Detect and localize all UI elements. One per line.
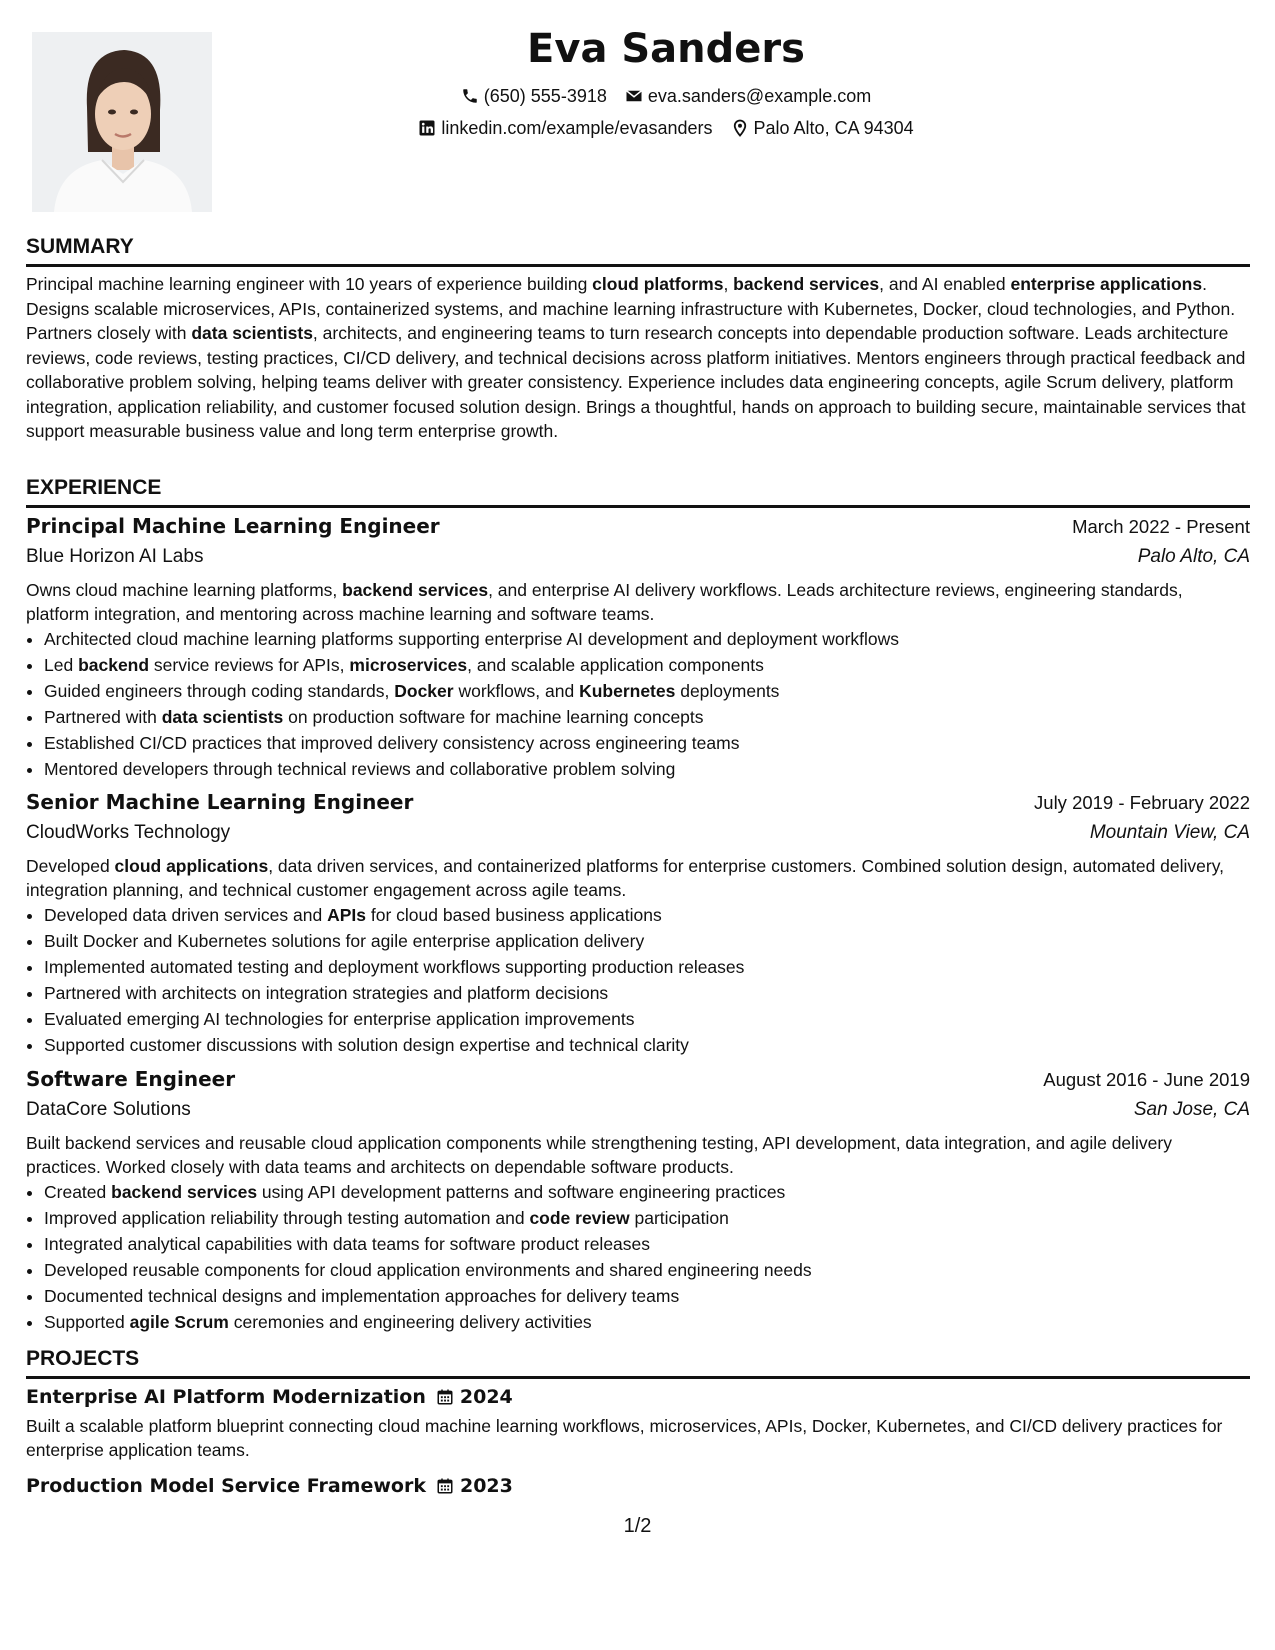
company-name: CloudWorks Technology bbox=[26, 822, 231, 843]
text-run: , and enterprise AI delivery workflows. Leads architecture reviews, engineering standards, platform integration, and mentoring across machine learning and software teams. bbox=[26, 580, 1183, 624]
text-run: deployments bbox=[675, 681, 780, 701]
bold-keyword: APIs bbox=[327, 905, 366, 925]
bullet-item bbox=[44, 1283, 1250, 1309]
contact-phone bbox=[461, 80, 607, 112]
calendar-icon bbox=[436, 1388, 454, 1406]
job-entry-2 bbox=[26, 787, 1250, 1058]
bold-keyword: data scientists bbox=[161, 707, 284, 727]
linkedin-text: linkedin.com/example/evasanders bbox=[441, 118, 713, 138]
resume-page bbox=[26, 0, 1250, 1650]
summary-text bbox=[26, 272, 1250, 444]
job-bullets bbox=[26, 1179, 1250, 1335]
text-run: Supported bbox=[44, 1312, 130, 1332]
text-run: Partnered with bbox=[44, 707, 162, 727]
contact-line-2 bbox=[226, 112, 1106, 144]
contact-location bbox=[731, 112, 914, 144]
text-run: ceremonies and engineering delivery activities bbox=[228, 1312, 592, 1332]
job-dates: July 2019 - February 2022 bbox=[1034, 792, 1250, 813]
text-run: Guided engineers through coding standards, bbox=[44, 681, 395, 701]
candidate-name: Eva Sanders bbox=[527, 26, 805, 72]
bullet-item bbox=[44, 980, 1250, 1006]
project-entry-2 bbox=[26, 1471, 1250, 1501]
text-run: for cloud based business applications bbox=[366, 905, 662, 925]
job-title: Principal Machine Learning Engineer bbox=[26, 514, 440, 538]
profile-photo bbox=[32, 32, 212, 212]
text-run: Led bbox=[44, 655, 79, 675]
company-name: Blue Horizon AI Labs bbox=[26, 546, 204, 567]
map-pin-icon bbox=[731, 119, 749, 137]
text-run: Evaluated emerging AI technologies for enterprise application improvements bbox=[44, 1009, 635, 1029]
job-dates: March 2022 - Present bbox=[1072, 516, 1250, 537]
text-run: on production software for machine learning concepts bbox=[283, 707, 704, 727]
linkedin-icon bbox=[418, 119, 436, 137]
experience-heading: EXPERIENCE bbox=[26, 476, 162, 499]
bullet-item bbox=[44, 928, 1250, 954]
job-description bbox=[26, 854, 1250, 902]
text-run: , and scalable application components bbox=[467, 655, 764, 675]
bold-keyword: backend services bbox=[342, 580, 489, 600]
bullet-item bbox=[44, 954, 1250, 980]
phone-text: (650) 555-3918 bbox=[483, 86, 607, 106]
text-run: Principal machine learning engineer with 10 years of experience building bbox=[26, 274, 593, 294]
text-run: Established CI/CD practices that improved delivery consistency across engineering teams bbox=[44, 733, 740, 753]
text-run: , and AI enabled bbox=[879, 274, 1011, 294]
projects-divider bbox=[26, 1376, 1250, 1379]
location-text: Palo Alto, CA 94304 bbox=[753, 118, 914, 138]
text-run: Owns cloud machine learning platforms, bbox=[26, 580, 343, 600]
header bbox=[226, 18, 1106, 144]
bullet-item bbox=[44, 1257, 1250, 1283]
bullet-item bbox=[44, 704, 1250, 730]
text-run: Built Docker and Kubernetes solutions for agile enterprise application delivery bbox=[44, 931, 645, 951]
project-description: Built a scalable platform blueprint connecting cloud machine learning workflows, microservices, APIs, Docker, Kubernetes, and CI/CD delivery practices for enterprise application teams. bbox=[26, 1416, 1223, 1460]
text-run: Mentored developers through technical reviews and collaborative problem solving bbox=[44, 759, 676, 779]
bullet-item bbox=[44, 1006, 1250, 1032]
page-number: 1/2 bbox=[623, 1515, 652, 1537]
bold-keyword: backend bbox=[78, 655, 150, 675]
text-run: Improved application reliability through testing automation and bbox=[44, 1208, 530, 1228]
envelope-icon bbox=[625, 87, 643, 105]
text-run: Architected cloud machine learning platforms supporting enterprise AI development and deployment workflows bbox=[44, 629, 900, 649]
calendar-icon bbox=[436, 1477, 454, 1495]
text-run: Supported customer discussions with solution design expertise and technical clarity bbox=[44, 1035, 689, 1055]
experience-divider bbox=[26, 505, 1250, 508]
bullet-item bbox=[44, 678, 1250, 704]
text-run: Partnered with architects on integration strategies and platform decisions bbox=[44, 983, 609, 1003]
job-description bbox=[26, 1131, 1250, 1179]
bold-keyword: cloud platforms bbox=[592, 274, 724, 294]
job-bullets bbox=[26, 902, 1250, 1058]
text-run: . Designs scalable microservices, APIs, containerized systems, and machine learning infrastructure with Kubernetes, Docker, cloud technologies, and Python. Partners closely with bbox=[26, 274, 1236, 343]
phone-icon bbox=[461, 87, 479, 105]
job-entry-1 bbox=[26, 511, 1250, 782]
job-bullets bbox=[26, 626, 1250, 782]
job-title: Software Engineer bbox=[26, 1067, 236, 1091]
text-run: Documented technical designs and implementation approaches for delivery teams bbox=[44, 1286, 680, 1306]
bullet-item bbox=[44, 1309, 1250, 1335]
bullet-item bbox=[44, 1231, 1250, 1257]
bold-keyword: backend services bbox=[111, 1182, 258, 1202]
project-title: Production Model Service Framework bbox=[26, 1475, 426, 1497]
job-dates: August 2016 - June 2019 bbox=[1043, 1069, 1250, 1090]
text-run: service reviews for APIs, bbox=[149, 655, 350, 675]
bold-keyword: cloud applications bbox=[114, 856, 269, 876]
job-location: San Jose, CA bbox=[1133, 1099, 1250, 1120]
contact-line-1 bbox=[226, 80, 1106, 112]
summary-divider bbox=[26, 264, 1250, 267]
text-run: Created bbox=[44, 1182, 112, 1202]
text-run: Implemented automated testing and deployment workflows supporting production releases bbox=[44, 957, 745, 977]
bullet-item bbox=[44, 1032, 1250, 1058]
bold-keyword: code review bbox=[529, 1208, 630, 1228]
text-run: , data driven services, and containerized platforms for enterprise customers. Combined solution design, automated delivery, integration planning, and technical customer engagement across agile teams. bbox=[26, 856, 1225, 900]
project-year: 2024 bbox=[459, 1386, 513, 1408]
bold-keyword: Docker bbox=[394, 681, 454, 701]
text-run: , bbox=[723, 274, 734, 294]
bold-keyword: enterprise applications bbox=[1010, 274, 1203, 294]
project-entry-1 bbox=[26, 1382, 1250, 1462]
project-year: 2023 bbox=[459, 1475, 513, 1497]
bullet-item bbox=[44, 1205, 1250, 1231]
job-entry-3 bbox=[26, 1064, 1250, 1335]
text-run: Built backend services and reusable cloud application components while strengthening testing, API development, data integration, and agile delivery practices. Worked closely with data teams and architects on dependable software products. bbox=[26, 1133, 1172, 1177]
text-run: , architects, and engineering teams to turn research concepts into dependable production software. Leads architecture reviews, code reviews, testing practices, CI/CD delivery, and technical decisions across platform initiatives. Mentors engineers through practical feedback and collaborative problem solving, helping teams deliver with greater consistency. Experience includes data engineering concepts, agile Scrum delivery, platform integration, application reliability, and customer focused solution design. Brings a thoughtful, hands on approach to building secure, maintainable services that support measurable business value and long term enterprise growth. bbox=[26, 323, 1246, 441]
bullet-item bbox=[44, 652, 1250, 678]
profile-photo-image bbox=[32, 32, 212, 212]
text-run: workflows, and bbox=[453, 681, 580, 701]
summary-section bbox=[26, 234, 1250, 444]
bold-keyword: microservices bbox=[349, 655, 468, 675]
contact-email[interactable] bbox=[625, 80, 871, 112]
job-location: Mountain View, CA bbox=[1089, 822, 1250, 843]
bullet-item bbox=[44, 730, 1250, 756]
text-run: participation bbox=[629, 1208, 729, 1228]
bold-keyword: backend services bbox=[733, 274, 880, 294]
company-name: DataCore Solutions bbox=[26, 1099, 191, 1120]
bullet-item bbox=[44, 902, 1250, 928]
project-title: Enterprise AI Platform Modernization bbox=[26, 1386, 426, 1408]
bold-keyword: Kubernetes bbox=[579, 681, 676, 701]
job-location: Palo Alto, CA bbox=[1137, 546, 1250, 567]
experience-section bbox=[26, 475, 1250, 508]
text-run: using API development patterns and software engineering practices bbox=[257, 1182, 786, 1202]
bullet-item bbox=[44, 626, 1250, 652]
summary-heading: SUMMARY bbox=[26, 235, 134, 258]
bullet-item bbox=[44, 1179, 1250, 1205]
bold-keyword: data scientists bbox=[191, 323, 313, 343]
bullet-item bbox=[44, 756, 1250, 782]
text-run: Developed bbox=[26, 856, 115, 876]
bold-keyword: agile Scrum bbox=[129, 1312, 229, 1332]
text-run: Integrated analytical capabilities with data teams for software product releases bbox=[44, 1234, 651, 1254]
projects-heading: PROJECTS bbox=[26, 1347, 140, 1370]
job-description bbox=[26, 578, 1250, 626]
email-text: eva.sanders@example.com bbox=[647, 86, 872, 106]
text-run: Developed reusable components for cloud application environments and shared engineering needs bbox=[44, 1260, 812, 1280]
projects-section bbox=[26, 1346, 1250, 1379]
job-title: Senior Machine Learning Engineer bbox=[26, 790, 414, 814]
text-run: Developed data driven services and bbox=[44, 905, 328, 925]
contact-linkedin[interactable] bbox=[418, 112, 712, 144]
